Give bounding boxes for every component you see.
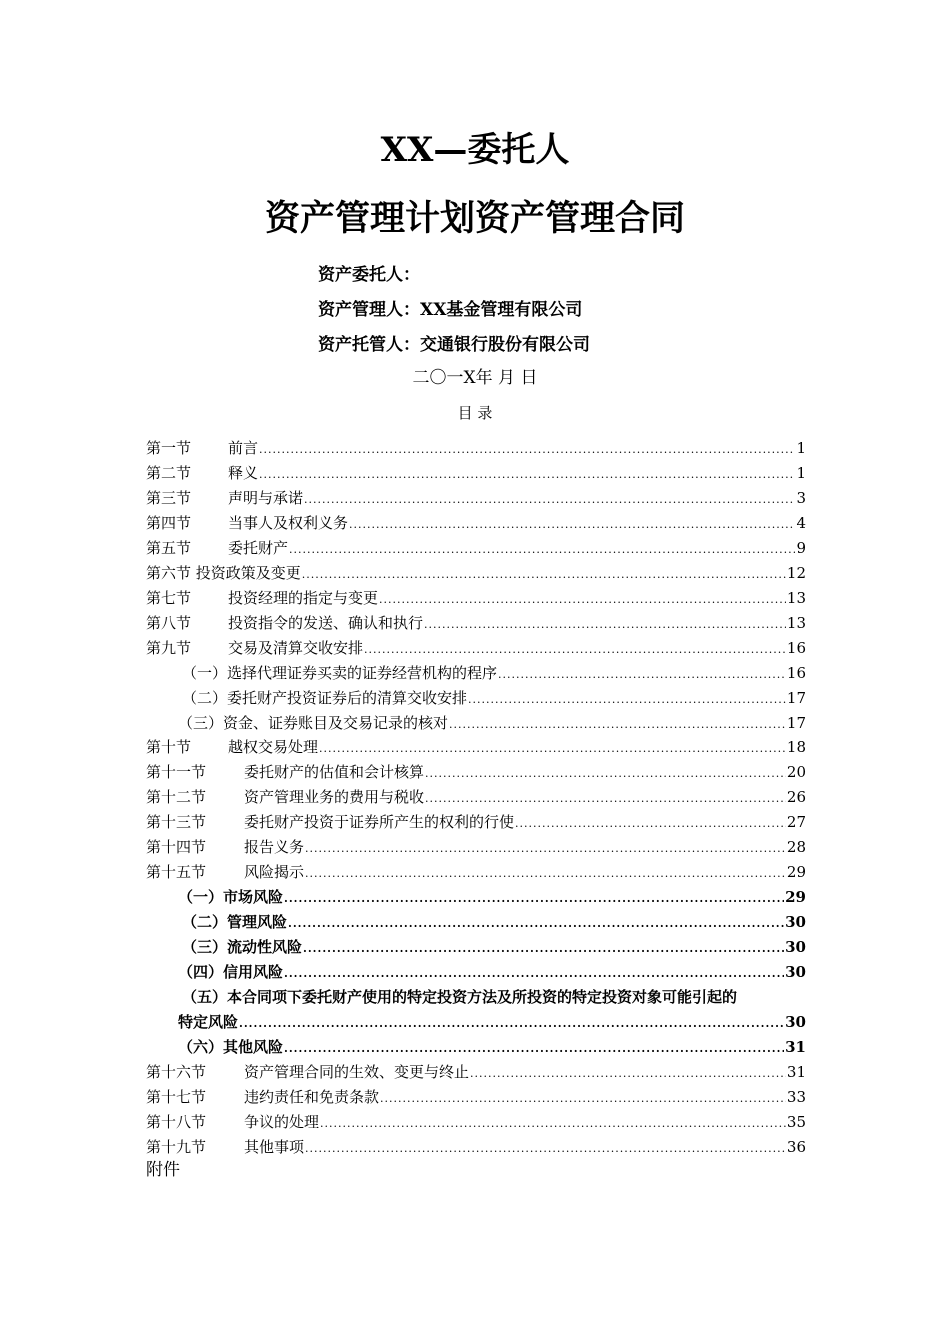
toc-entry[interactable]	[146, 537, 806, 559]
toc-entry[interactable]	[182, 687, 806, 709]
toc-leader-dots	[259, 439, 795, 461]
toc-leader-dots	[288, 913, 784, 935]
toc-entry[interactable]	[146, 786, 806, 808]
toc-entry-label: 第一节	[146, 439, 192, 457]
toc-entry-label: 第十八节	[146, 1113, 207, 1131]
toc-entry[interactable]	[146, 487, 806, 509]
toc-entry-page: 33	[786, 1088, 806, 1106]
toc-leader-dots	[468, 689, 786, 711]
toc-leader-dots	[498, 664, 786, 686]
toc-entry[interactable]	[146, 811, 806, 833]
toc-entry[interactable]	[146, 512, 806, 534]
toc-entry-page: 16	[786, 639, 806, 657]
toc-entry-page: 30	[785, 913, 806, 931]
toc-entry-title: （六）其他风险	[178, 1038, 284, 1056]
toc-leader-dots	[305, 838, 786, 860]
toc-entry[interactable]	[146, 861, 806, 883]
toc-entry-label: 第十五节	[146, 863, 207, 881]
toc-entry-page: 29	[785, 888, 806, 906]
toc-leader-dots	[425, 763, 786, 785]
toc-entry-title: 越权交易处理	[228, 738, 319, 756]
toc-entry[interactable]	[146, 462, 806, 484]
toc-entry-label: 第十三节	[146, 813, 207, 831]
toc-entry-page: 4	[796, 514, 806, 532]
toc-entry-title: （四）信用风险	[178, 963, 284, 981]
toc-entry-page: 36	[786, 1138, 806, 1156]
toc-entry-title: 前言	[228, 439, 259, 457]
toc-entry[interactable]	[146, 836, 806, 858]
toc-leader-dots	[302, 564, 786, 586]
party-custodian: 资产托管人：交通银行股份有限公司	[318, 335, 590, 355]
toc-entry[interactable]	[178, 961, 806, 983]
toc-entry-page: 1	[796, 464, 806, 482]
contract-date: 二〇一X年 月 日	[412, 368, 538, 388]
toc-entry-label: 第十四节	[146, 838, 207, 856]
toc-entry-title: 其他事项	[244, 1138, 305, 1156]
toc-entry-title: 当事人及权利义务	[228, 514, 349, 532]
toc-entry-title: 委托财产投资于证券所产生的权利的行使	[244, 813, 515, 831]
toc-entry-title: （一）市场风险	[178, 888, 284, 906]
toc-entry[interactable]	[146, 437, 806, 459]
toc-entry[interactable]	[182, 662, 806, 684]
toc-entry-label: 第九节	[146, 639, 192, 657]
toc-entry-page: 29	[786, 863, 806, 881]
toc-entry-label: 第十二节	[146, 788, 207, 806]
toc-entry-label: 第四节	[146, 514, 192, 532]
toc-leader-dots	[349, 514, 795, 536]
toc-entry-title: 声明与承诺	[228, 489, 304, 507]
toc-entry-page: 35	[786, 1113, 806, 1131]
toc-entry[interactable]	[178, 886, 806, 908]
toc-leader-dots	[320, 1113, 786, 1135]
toc-entry[interactable]	[182, 936, 806, 958]
toc-entry-text[interactable]: （五）本合同项下委托财产使用的特定投资方法及所投资的特定投资对象可能引起的	[182, 988, 738, 1006]
toc-entry-title: 释义	[228, 464, 259, 482]
toc-entry-label: 第十节	[146, 738, 192, 756]
toc-entry-label: 第十六节	[146, 1063, 207, 1081]
toc-entry-page: 13	[786, 614, 806, 632]
toc-leader-dots	[319, 738, 786, 760]
toc-entry[interactable]	[178, 1036, 806, 1058]
toc-leader-dots	[284, 963, 784, 985]
toc-entry-title: （三）资金、证券账目及交易记录的核对	[178, 714, 449, 732]
toc-entry[interactable]	[182, 911, 806, 933]
toc-entry-title: 委托财产	[228, 539, 289, 557]
toc-entry-page: 3	[796, 489, 806, 507]
toc-entry-label: 第五节	[146, 539, 192, 557]
toc-entry-page: 28	[786, 838, 806, 856]
toc-leader-dots	[305, 863, 786, 885]
toc-entry-title: 争议的处理	[244, 1113, 320, 1131]
toc-entry-page: 9	[796, 539, 806, 557]
toc-entry[interactable]	[146, 1061, 806, 1083]
toc-entry-page: 27	[786, 813, 806, 831]
toc-entry-label: 第十一节	[146, 763, 207, 781]
title-line-1: XX—委托人	[380, 130, 570, 170]
toc-entry-page: 30	[785, 1013, 806, 1031]
toc-entry-page: 26	[786, 788, 806, 806]
toc-leader-dots	[364, 639, 786, 661]
toc-entry-title: 风险揭示	[244, 863, 305, 881]
toc-entry-title: 报告义务	[244, 838, 305, 856]
toc-entry-page: 31	[786, 1063, 806, 1081]
toc-leader-dots	[379, 589, 786, 611]
toc-entry-title: 投资指令的发送、确认和执行	[228, 614, 424, 632]
toc-entry-page: 17	[786, 689, 806, 707]
toc-entry-page: 16	[786, 664, 806, 682]
toc-entry[interactable]	[146, 587, 806, 609]
toc-entry-page: 1	[796, 439, 806, 457]
toc-entry-page: 30	[785, 938, 806, 956]
party-manager: 资产管理人：XX基金管理有限公司	[318, 300, 583, 320]
toc-leader-dots	[304, 489, 795, 511]
appendix-label: 附件	[146, 1160, 180, 1180]
toc-title: 目 录	[457, 404, 493, 422]
toc-leader-dots	[284, 888, 784, 910]
toc-leader-dots	[289, 539, 795, 561]
toc-entry[interactable]	[146, 562, 806, 584]
toc-entry[interactable]	[146, 1111, 806, 1133]
title-line-2: 资产管理计划资产管理合同	[264, 198, 685, 239]
toc-entry-label: 第二节	[146, 464, 192, 482]
toc-entry-label: 第十九节	[146, 1138, 207, 1156]
toc-entry[interactable]	[146, 612, 806, 634]
toc-entry-title: 违约责任和免责条款	[244, 1088, 380, 1106]
toc-entry-title: 资产管理业务的费用与税收	[244, 788, 425, 806]
toc-leader-dots	[303, 938, 784, 960]
toc-leader-dots	[284, 1038, 784, 1060]
toc-entry[interactable]	[146, 1086, 806, 1108]
toc-entry[interactable]	[146, 736, 806, 758]
toc-entry[interactable]	[146, 1136, 806, 1158]
toc-entry-page: 30	[785, 963, 806, 981]
toc-leader-dots	[305, 1138, 786, 1160]
toc-leader-dots	[470, 1063, 786, 1085]
toc-entry[interactable]	[178, 1011, 806, 1033]
toc-entry-label: 第八节	[146, 614, 192, 632]
toc-entry-label: 第三节	[146, 489, 192, 507]
toc-leader-dots	[239, 1013, 784, 1035]
toc-entry[interactable]	[178, 712, 806, 734]
toc-entry-page: 18	[786, 738, 806, 756]
toc-entry-label: 第十七节	[146, 1088, 207, 1106]
toc-entry-label: 第七节	[146, 589, 192, 607]
toc-entry-page: 12	[786, 564, 806, 582]
toc-entry[interactable]	[146, 637, 806, 659]
toc-entry-title: 投资经理的指定与变更	[228, 589, 379, 607]
toc-entry-title: （一）选择代理证券买卖的证券经营机构的程序	[182, 664, 498, 682]
toc-entry-title: 交易及清算交收安排	[228, 639, 364, 657]
party-entrustor: 资产委托人：	[318, 265, 420, 285]
toc-leader-dots	[425, 788, 786, 810]
toc-leader-dots	[449, 714, 786, 736]
toc-entry-title: 特定风险	[178, 1013, 239, 1031]
toc-entry-page: 17	[786, 714, 806, 732]
toc-entry[interactable]	[146, 761, 806, 783]
toc-leader-dots	[259, 464, 795, 486]
toc-entry-title: 第六节 投资政策及变更	[146, 564, 301, 582]
toc-leader-dots	[515, 813, 786, 835]
toc-entry-title: （三）流动性风险	[182, 938, 303, 956]
toc-leader-dots	[380, 1088, 786, 1110]
toc-entry-page: 20	[786, 763, 806, 781]
toc-entry-page: 31	[785, 1038, 806, 1056]
toc-leader-dots	[424, 614, 786, 636]
toc-entry-title: 资产管理合同的生效、变更与终止	[244, 1063, 470, 1081]
toc-entry-title: （二）管理风险	[182, 913, 288, 931]
toc-entry-title: 委托财产的估值和会计核算	[244, 763, 425, 781]
toc-entry-page: 13	[786, 589, 806, 607]
toc-entry-title: （二）委托财产投资证券后的清算交收安排	[182, 689, 468, 707]
